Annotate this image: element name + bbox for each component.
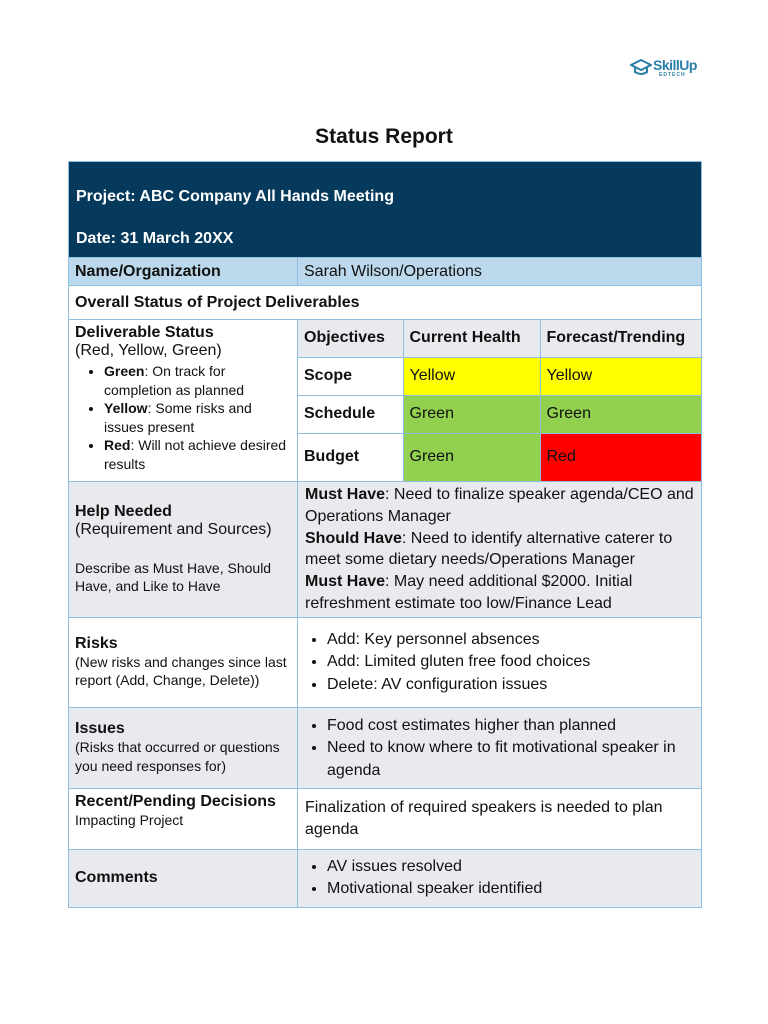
risks-label [69, 617, 298, 707]
issues-note: (Risks that occurred or questions you need responses for) [75, 739, 280, 774]
comments-row [69, 849, 702, 907]
name-organization-label: Name/Organization [69, 258, 298, 286]
objective-cell: Schedule [298, 395, 403, 433]
objective-cell: Budget [298, 433, 403, 481]
legend-item-yellow: • Yellow: Some risks and issues present [104, 399, 291, 436]
risks-list [327, 629, 694, 697]
status-report-table [68, 161, 702, 908]
issues-content [298, 707, 702, 788]
list-item: • Delete: AV configuration issues [327, 674, 694, 697]
help-needed-content [298, 482, 702, 618]
project-name: Project: ABC Company All Hands Meeting [76, 188, 394, 205]
report-header [69, 162, 702, 258]
decisions-title: Recent/Pending Decisions [75, 792, 276, 810]
help-needed-subtitle: (Requirement and Sources) [75, 520, 272, 538]
grid-header-row [298, 320, 702, 357]
skillup-logo [630, 57, 706, 81]
list-item: • Add: Limited gluten free food choices [327, 651, 694, 674]
deliverable-status-legend [69, 320, 298, 482]
grid-row-scope [298, 357, 702, 395]
col-objectives: Objectives [298, 320, 403, 357]
issues-label [69, 707, 298, 788]
risks-row [69, 617, 702, 707]
logo-brand: SkillUp [653, 57, 697, 73]
logo-tagline: EDTECH [659, 72, 686, 78]
help-needed-title: Help Needed [75, 502, 172, 520]
graduation-cap-icon [630, 57, 652, 79]
issues-list [327, 715, 694, 783]
legend-item-red: • Red: Will not achieve desired results [104, 436, 291, 473]
decisions-label [69, 788, 298, 849]
deliverable-status-grid [298, 320, 702, 482]
comments-title: Comments [75, 869, 158, 887]
name-organization-row [69, 258, 702, 286]
status-legend-list [104, 362, 291, 473]
list-item: • Add: Key personnel absences [327, 629, 694, 652]
objective-cell: Scope [298, 357, 403, 395]
risks-content [298, 617, 702, 707]
current-health-cell: Yellow [403, 357, 540, 395]
issues-title: Issues [75, 720, 125, 738]
current-health-cell: Green [403, 395, 540, 433]
deliverable-status-subtitle: (Red, Yellow, Green) [75, 342, 222, 359]
grid-row-budget [298, 433, 702, 481]
current-health-cell: Green [403, 433, 540, 481]
decisions-content: Finalization of required speakers is needed to plan agenda [298, 788, 702, 849]
overall-status-row [69, 286, 702, 320]
help-item: Should Have: Need to identify alternative caterer to meet some dietary needs/Operations Manager [305, 529, 673, 569]
forecast-cell: Yellow [540, 357, 702, 395]
col-current-health: Current Health [403, 320, 540, 357]
decisions-note: Impacting Project [75, 811, 184, 828]
deliverable-status-title: Deliverable Status [75, 324, 214, 341]
issues-row [69, 707, 702, 788]
page-title: Status Report [315, 125, 453, 148]
report-date: Date: 31 March 20XX [76, 230, 234, 247]
help-needed-row [69, 482, 702, 618]
forecast-cell: Red [540, 433, 702, 481]
list-item: • Need to know where to fit motivational speaker in agenda [327, 737, 694, 782]
risks-note: (New risks and changes since last report (Add, Change, Delete)) [75, 653, 287, 689]
name-organization-value: Sarah Wilson/Operations [298, 258, 702, 286]
col-forecast-trending: Forecast/Trending [540, 320, 702, 357]
help-needed-label [69, 482, 298, 618]
help-needed-note: Describe as Must Have, Should Have, and Like to Have [75, 559, 272, 595]
list-item: • AV issues resolved [327, 856, 694, 879]
comments-label [69, 849, 298, 907]
help-item: Must Have: May need additional $2000. Initial refreshment estimate too low/Finance Lead [305, 573, 633, 612]
risks-title: Risks [75, 634, 118, 652]
help-item: Must Have: Need to finalize speaker agenda/CEO and Operations Manager [305, 486, 694, 525]
decisions-row [69, 788, 702, 849]
overall-status-heading: Overall Status of Project Deliverables [69, 286, 702, 320]
list-item: • Food cost estimates higher than planned [327, 715, 694, 738]
grid-row-schedule [298, 395, 702, 433]
forecast-cell: Green [540, 395, 702, 433]
comments-list [327, 856, 694, 901]
comments-content [298, 849, 702, 907]
list-item: • Motivational speaker identified [327, 878, 694, 901]
deliverable-status-row [69, 320, 702, 482]
legend-item-green: • Green: On track for completion as planned [104, 362, 291, 399]
